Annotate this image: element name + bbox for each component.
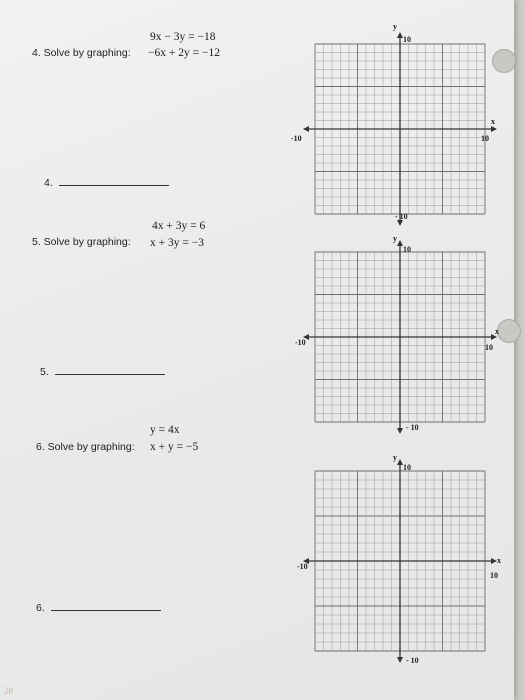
y-axis-bottom-label: - 10 [395,212,408,221]
x-axis-left-label: -10 [297,562,308,571]
problem-6-equation-2: x + y = −5 [150,441,199,453]
margin-pencil-mark: 28 [4,686,13,696]
y-axis-variable: y [393,22,397,31]
x-axis-variable: x [491,117,495,126]
x-axis-right-label: 10 [490,571,498,580]
problem-4-label: 4. Solve by graphing: [32,47,131,59]
y-axis-bottom-label: - 10 [406,423,419,432]
x-axis-right-arrow [491,126,497,132]
coordinate-grid-problem-6[interactable] [285,453,515,668]
y-axis-down-arrow [397,428,403,434]
y-axis-variable: y [393,453,397,462]
x-axis-left-arrow [303,126,309,132]
grid-lines [303,32,497,226]
problem-5-equation-2: x + 3y = −3 [150,237,204,249]
answer-line[interactable] [59,176,169,186]
problem-5-label: 5. Solve by graphing: [32,236,131,248]
x-axis-left-label: -10 [295,338,306,347]
y-axis-bottom-label: - 10 [406,656,419,665]
coordinate-grid-problem-4[interactable] [285,20,515,225]
problem-4-equation-1: 9x − 3y = −18 [150,31,216,43]
y-axis-top-label: 10 [403,463,411,472]
answer-line[interactable] [55,365,165,375]
problem-6-label: 6. Solve by graphing: [36,441,135,453]
answer-label: 5. [40,366,49,378]
answer-label: 4. [44,177,53,189]
answer-line[interactable] [51,601,161,611]
y-axis-down-arrow [397,657,403,663]
y-axis-top-label: 10 [403,35,411,44]
y-axis-variable: y [393,234,397,243]
y-axis-top-label: 10 [403,245,411,254]
x-axis-left-label: -10 [291,134,302,143]
problem-4-answer[interactable] [44,176,169,189]
x-axis-right-label: 10 [481,134,489,143]
problem-4-equation-2: −6x + 2y = −12 [148,47,220,59]
coordinate-grid-problem-5[interactable] [285,232,515,437]
answer-label: 6. [36,602,45,614]
problem-5-answer[interactable] [40,365,165,378]
grid-lines [303,240,497,434]
x-axis-variable: x [495,327,499,336]
problem-6-answer[interactable] [36,601,161,614]
x-axis-right-label: 10 [485,343,493,352]
problem-5-equation-1: 4x + 3y = 6 [152,220,206,232]
grid-lines [303,459,497,663]
x-axis-variable: x [497,556,501,565]
problem-6-equation-1: y = 4x [150,424,180,436]
